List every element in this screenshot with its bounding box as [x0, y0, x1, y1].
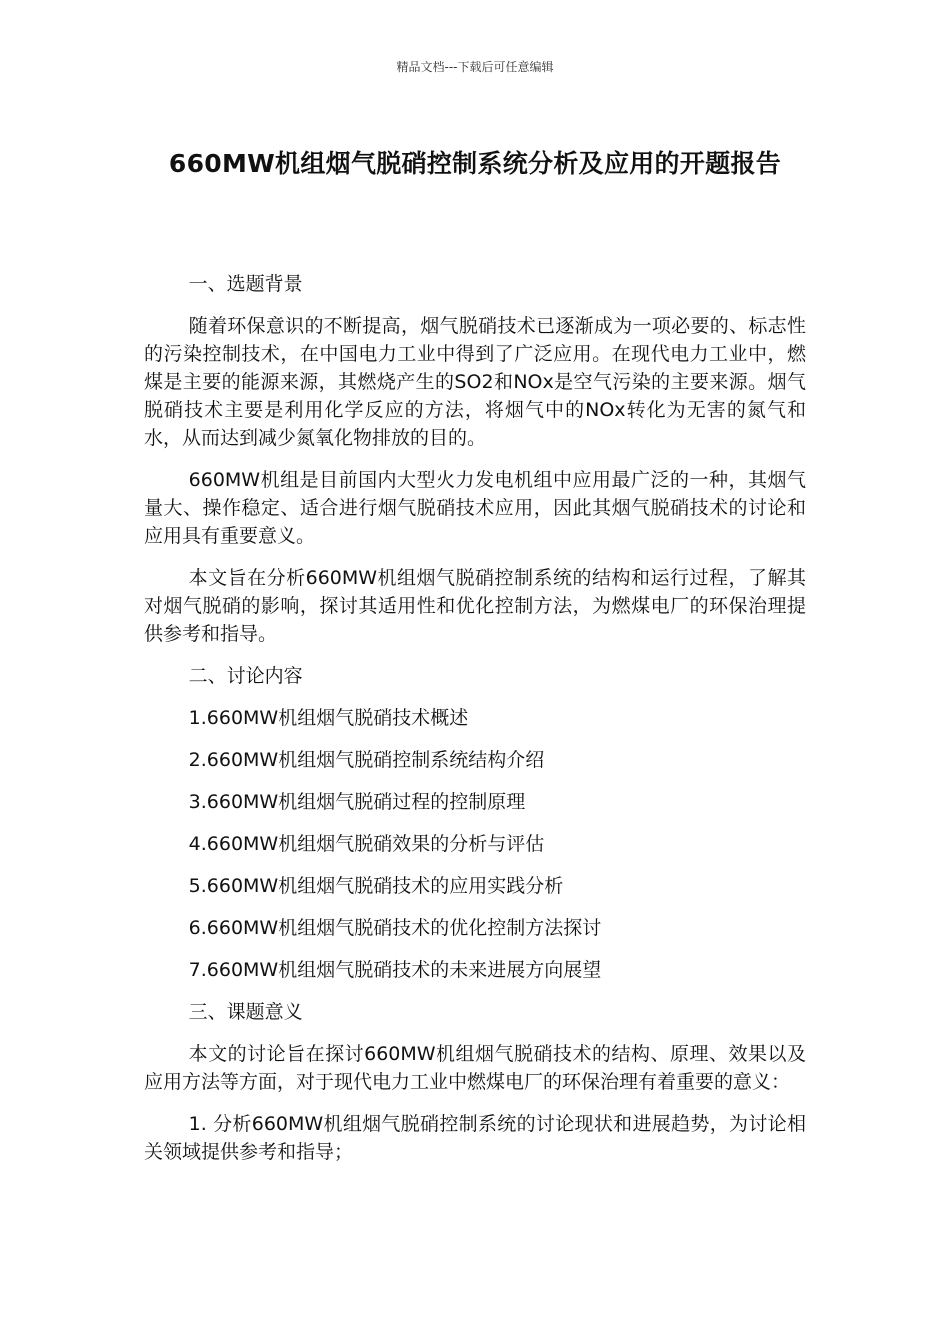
page-header: 精品文档---下载后可任意编辑 [396, 60, 554, 74]
list-item: 6.660MW机组烟气脱硝技术的优化控制方法探讨 [188, 917, 602, 939]
section-heading-background: 一、选题背景 [188, 273, 303, 295]
list-item: 2.660MW机组烟气脱硝控制系统结构介绍 [188, 749, 545, 771]
section-heading-content: 二、讨论内容 [188, 665, 303, 687]
paragraph: 1. 分析660MW机组烟气脱硝控制系统的讨论现状和进展趋势，为讨论相关领域提供参考和指导； [144, 1113, 806, 1163]
document-body [144, 270, 806, 1180]
list-item: 3.660MW机组烟气脱硝过程的控制原理 [188, 791, 526, 813]
paragraph: 660MW机组是目前国内大型火力发电机组中应用最广泛的一种，其烟气量大、操作稳定、适合进行烟气脱硝技术应用，因此其烟气脱硝技术的讨论和应用具有重要意义。 [144, 469, 806, 547]
paragraph: 随着环保意识的不断提高，烟气脱硝技术已逐渐成为一项必要的、标志性的污染控制技术，在中国电力工业中得到了广泛应用。在现代电力工业中，燃煤是主要的能源来源，其燃烧产生的SO2和NOx是空气污染的主要来源。烟气脱硝技术主要是利用化学反应的方法，将烟气中的NOx转化为无害的氮气和水，从而达到减少氮氧化物排放的目的。 [144, 315, 806, 449]
list-item: 5.660MW机组烟气脱硝技术的应用实践分析 [188, 875, 564, 897]
list-item: 4.660MW机组烟气脱硝效果的分析与评估 [188, 833, 545, 855]
paragraph: 本文旨在分析660MW机组烟气脱硝控制系统的结构和运行过程，了解其对烟气脱硝的影响，探讨其适用性和优化控制方法，为燃煤电厂的环保治理提供参考和指导。 [144, 567, 806, 645]
document-title: 660MW机组烟气脱硝控制系统分析及应用的开题报告 [168, 149, 782, 178]
paragraph: 本文的讨论旨在探讨660MW机组烟气脱硝技术的结构、原理、效果以及应用方法等方面，对于现代电力工业中燃煤电厂的环保治理有着重要的意义： [144, 1043, 806, 1093]
list-item: 1.660MW机组烟气脱硝技术概述 [188, 707, 469, 729]
list-item: 7.660MW机组烟气脱硝技术的未来进展方向展望 [188, 959, 602, 981]
section-heading-significance: 三、课题意义 [188, 1001, 303, 1023]
